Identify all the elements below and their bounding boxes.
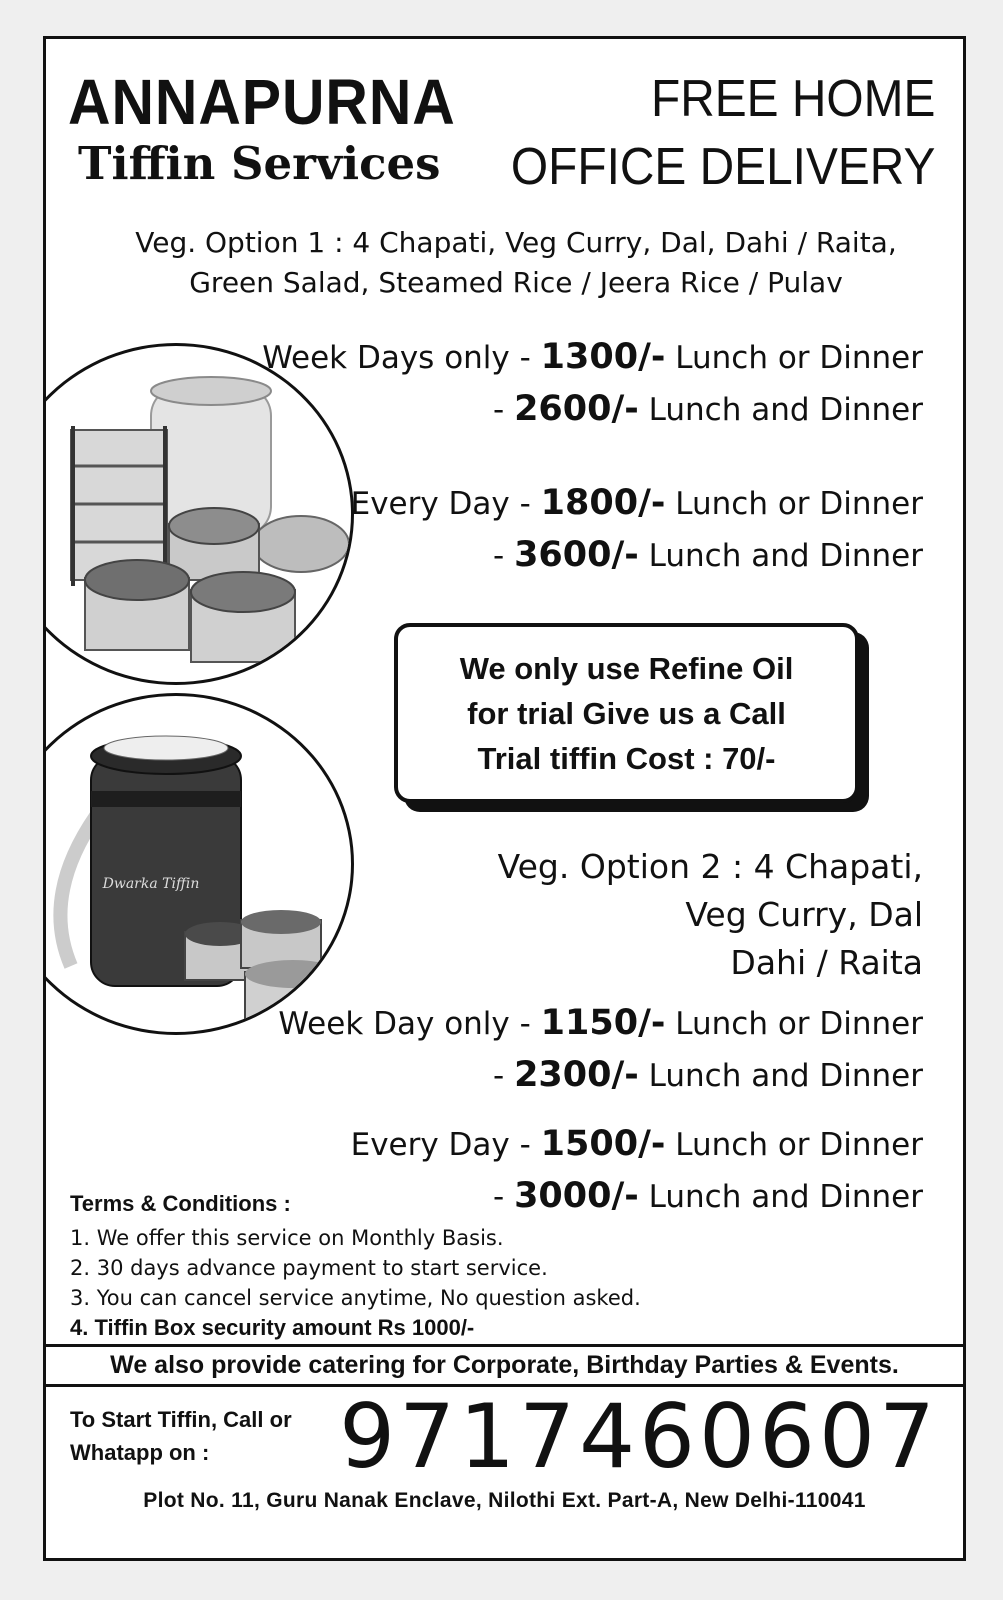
call-label bbox=[70, 1403, 292, 1469]
price-amount: 3000/- bbox=[514, 1176, 639, 1216]
option-1-weekday-single bbox=[262, 337, 923, 377]
price-meal: Lunch and Dinner bbox=[638, 1179, 923, 1215]
price-label: - bbox=[493, 1058, 515, 1094]
advertisement-frame bbox=[43, 36, 966, 1561]
call-label-line-2: Whatapp on : bbox=[70, 1440, 210, 1465]
option-1-everyday-both bbox=[493, 535, 923, 575]
address: Plot No. 11, Guru Nanak Enclave, Nilothi Ext. Part-A, New Delhi-110041 bbox=[143, 1489, 866, 1512]
price-amount: 2600/- bbox=[514, 389, 639, 429]
trial-notice-box bbox=[394, 623, 859, 803]
terms-item: 4. Tiffin Box security amount Rs 1000/- bbox=[70, 1315, 475, 1340]
brand-name: ANNAPURNA bbox=[68, 66, 456, 138]
phone-number: 9717460607 bbox=[339, 1385, 939, 1488]
option-1-weekday-both bbox=[493, 389, 923, 429]
price-label: - bbox=[493, 1179, 515, 1215]
price-label: - bbox=[493, 392, 515, 428]
notice-line-2: for trial Give us a Call bbox=[467, 695, 786, 731]
price-meal: Lunch or Dinner bbox=[665, 1006, 923, 1042]
delivery-line-1: FREE HOME bbox=[650, 70, 935, 128]
tiffin-steel-image bbox=[43, 343, 354, 685]
catering-banner: We also provide catering for Corporate, Birthday Parties & Events. bbox=[110, 1351, 899, 1379]
brand-subtitle: Tiffin Services bbox=[78, 137, 441, 190]
option-2-description bbox=[498, 843, 923, 987]
call-label-line-1: To Start Tiffin, Call or bbox=[70, 1407, 292, 1432]
divider bbox=[46, 1344, 963, 1347]
terms-list bbox=[70, 1223, 641, 1343]
option-1-line-1: Veg. Option 1 : 4 Chapati, Veg Curry, Dal, Dahi / Raita, bbox=[135, 226, 897, 259]
terms-title: Terms & Conditions : bbox=[70, 1191, 291, 1216]
steel-tiffin-illustration bbox=[43, 346, 351, 682]
notice-line-3: Trial tiffin Cost : 70/- bbox=[477, 740, 776, 776]
option-1-line-2: Green Salad, Steamed Rice / Jeera Rice / Pulav bbox=[189, 266, 843, 299]
price-label: Week Day only - bbox=[278, 1006, 541, 1042]
price-amount: 1300/- bbox=[540, 337, 666, 377]
option-2-everyday-both bbox=[493, 1176, 923, 1216]
price-meal: Lunch or Dinner bbox=[665, 1127, 923, 1163]
option-1-everyday-single bbox=[351, 483, 923, 523]
notice-line-1: We only use Refine Oil bbox=[459, 650, 794, 686]
option-2-weekday-both bbox=[493, 1055, 923, 1095]
bag-brand-label: Dwarka Tiffin bbox=[102, 876, 200, 892]
price-label: - bbox=[493, 538, 515, 574]
option-2-line-3: Dahi / Raita bbox=[730, 943, 923, 982]
option-2-weekday-single bbox=[278, 1003, 923, 1043]
price-meal: Lunch and Dinner bbox=[638, 538, 923, 574]
price-amount: 3600/- bbox=[514, 535, 639, 575]
price-amount: 2300/- bbox=[514, 1055, 639, 1095]
option-2-everyday-single bbox=[351, 1124, 923, 1164]
price-meal: Lunch or Dinner bbox=[665, 486, 923, 522]
price-label: Every Day - bbox=[350, 1127, 541, 1163]
price-label: Week Days only - bbox=[262, 340, 541, 376]
price-meal: Lunch and Dinner bbox=[638, 392, 923, 428]
insulated-bag-illustration bbox=[43, 696, 351, 1032]
tiffin-bag-image bbox=[43, 693, 354, 1035]
terms-item: 3. You can cancel service anytime, No question asked. bbox=[70, 1286, 641, 1310]
delivery-line-2: OFFICE DELIVERY bbox=[510, 138, 935, 196]
delivery-banner bbox=[511, 65, 935, 201]
price-amount: 1800/- bbox=[540, 483, 666, 523]
price-meal: Lunch and Dinner bbox=[638, 1058, 923, 1094]
terms-item: 2. 30 days advance payment to start service. bbox=[70, 1256, 548, 1280]
price-amount: 1150/- bbox=[540, 1003, 666, 1043]
price-label: Every Day - bbox=[350, 486, 541, 522]
option-2-line-1: Veg. Option 2 : 4 Chapati, bbox=[497, 847, 923, 886]
terms-item: 1. We offer this service on Monthly Basis. bbox=[70, 1226, 504, 1250]
price-amount: 1500/- bbox=[540, 1124, 666, 1164]
option-1-description bbox=[106, 223, 926, 303]
option-2-line-2: Veg Curry, Dal bbox=[685, 895, 923, 934]
price-meal: Lunch or Dinner bbox=[665, 340, 923, 376]
